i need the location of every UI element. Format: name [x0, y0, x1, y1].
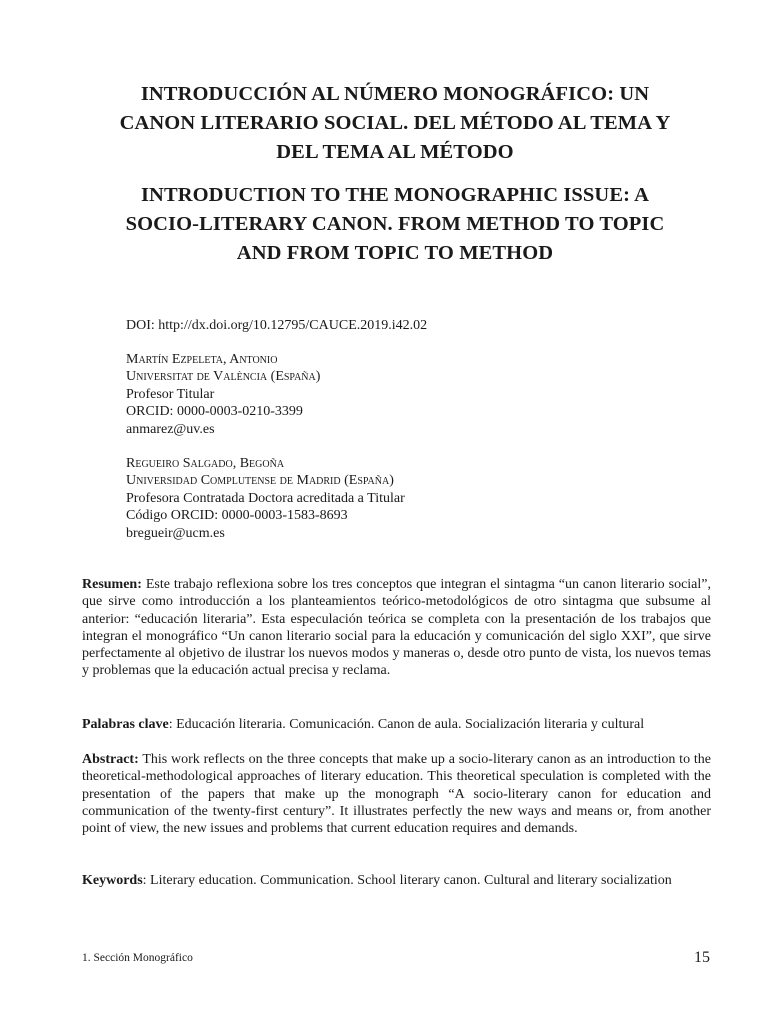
doi [126, 317, 686, 334]
author-position: Profesor Titular [126, 386, 215, 402]
keywords-paragraph [82, 872, 711, 889]
title-spanish-line-3: DEL TEMA AL MÉTODO [276, 141, 514, 163]
author-affiliation: Universidad Complutense de Madrid (España) [126, 473, 394, 489]
abstract-text: This work reflects on the three concepts that make up a socio-literary canon as an introduction to the theoretical-methodological approaches of literary education. This theoretical speculation is completed with the presentation of the papers that make up the monograph “A socio-literary canon for education and communication of the twenty-first century”. It illustrates perfectly the new ways and means or, from another point of view, the new issues and problems that current education requires and demands. [82, 752, 711, 837]
keywords-label: Keywords [82, 873, 143, 888]
author-email[interactable]: anmarez@uv.es [126, 421, 215, 437]
palabras-clave-text: : Educación literaria. Comunicación. Canon de aula. Socialización literaria y cultural [168, 717, 645, 732]
abstract-label: Abstract: [82, 752, 139, 767]
author-affiliation: Universitat de València (España) [126, 369, 321, 385]
resumen-text: Este trabajo reflexiona sobre los tres conceptos que integran el sintagma “un canon literario social”, que sirve como introducción a los planteamientos teórico-metodológicos de otro sintagma que subsume al anterior: “educación literaria”. Esta especulación teórica se completa con la presentación de los trabajos que integran el monográfico “Un canon literario social para la educación y comunicación del siglo XXI”, que sirve perfectamente al objetivo de ilustrar los nuevos modos y maneras o, desde otro punto de vista, los nuevos temas y problemas que la educación actual precisa y reclama. [82, 577, 711, 679]
palabras-clave-label: Palabras clave [82, 717, 169, 732]
page-number: 15 [694, 949, 710, 966]
resumen-label: Resumen: [82, 577, 142, 592]
author-position: Profesora Contratada Doctora acreditada a Titular [126, 490, 405, 506]
title-english-line-2: SOCIO-LITERARY CANON. FROM METHOD TO TOPIC [125, 213, 665, 235]
resumen-paragraph [82, 576, 711, 680]
title-spanish [80, 80, 710, 167]
author-orcid: Código ORCID: 0000-0003-1583-8693 [126, 508, 348, 524]
author-name: Martín Ezpeleta, Antonio [126, 352, 278, 367]
author-email[interactable]: bregueir@ucm.es [126, 525, 225, 541]
author-block-2 [126, 455, 686, 542]
abstract-paragraph [82, 751, 711, 837]
doi-link[interactable]: DOI: http://dx.doi.org/10.12795/CAUCE.2019.i42.02 [126, 318, 428, 333]
title-english-line-3: AND FROM TOPIC TO METHOD [236, 242, 554, 264]
author-orcid: ORCID: 0000-0003-0210-3399 [126, 404, 303, 420]
title-english-line-1: INTRODUCTION TO THE MONOGRAPHIC ISSUE: A [140, 184, 650, 206]
author-name: Regueiro Salgado, Begoña [126, 456, 285, 471]
title-spanish-line-1: INTRODUCCIÓN AL NÚMERO MONOGRÁFICO: UN [140, 83, 650, 105]
title-english [80, 181, 710, 268]
author-block-1 [126, 351, 686, 438]
footer-section: 1. Sección Monográfico [82, 952, 193, 964]
palabras-clave-paragraph [82, 716, 711, 733]
keywords-text: : Literary education. Communication. School literary canon. Cultural and literary socialization [142, 873, 672, 888]
title-spanish-line-2: CANON LITERARIO SOCIAL. DEL MÉTODO AL TEMA Y [119, 112, 671, 134]
